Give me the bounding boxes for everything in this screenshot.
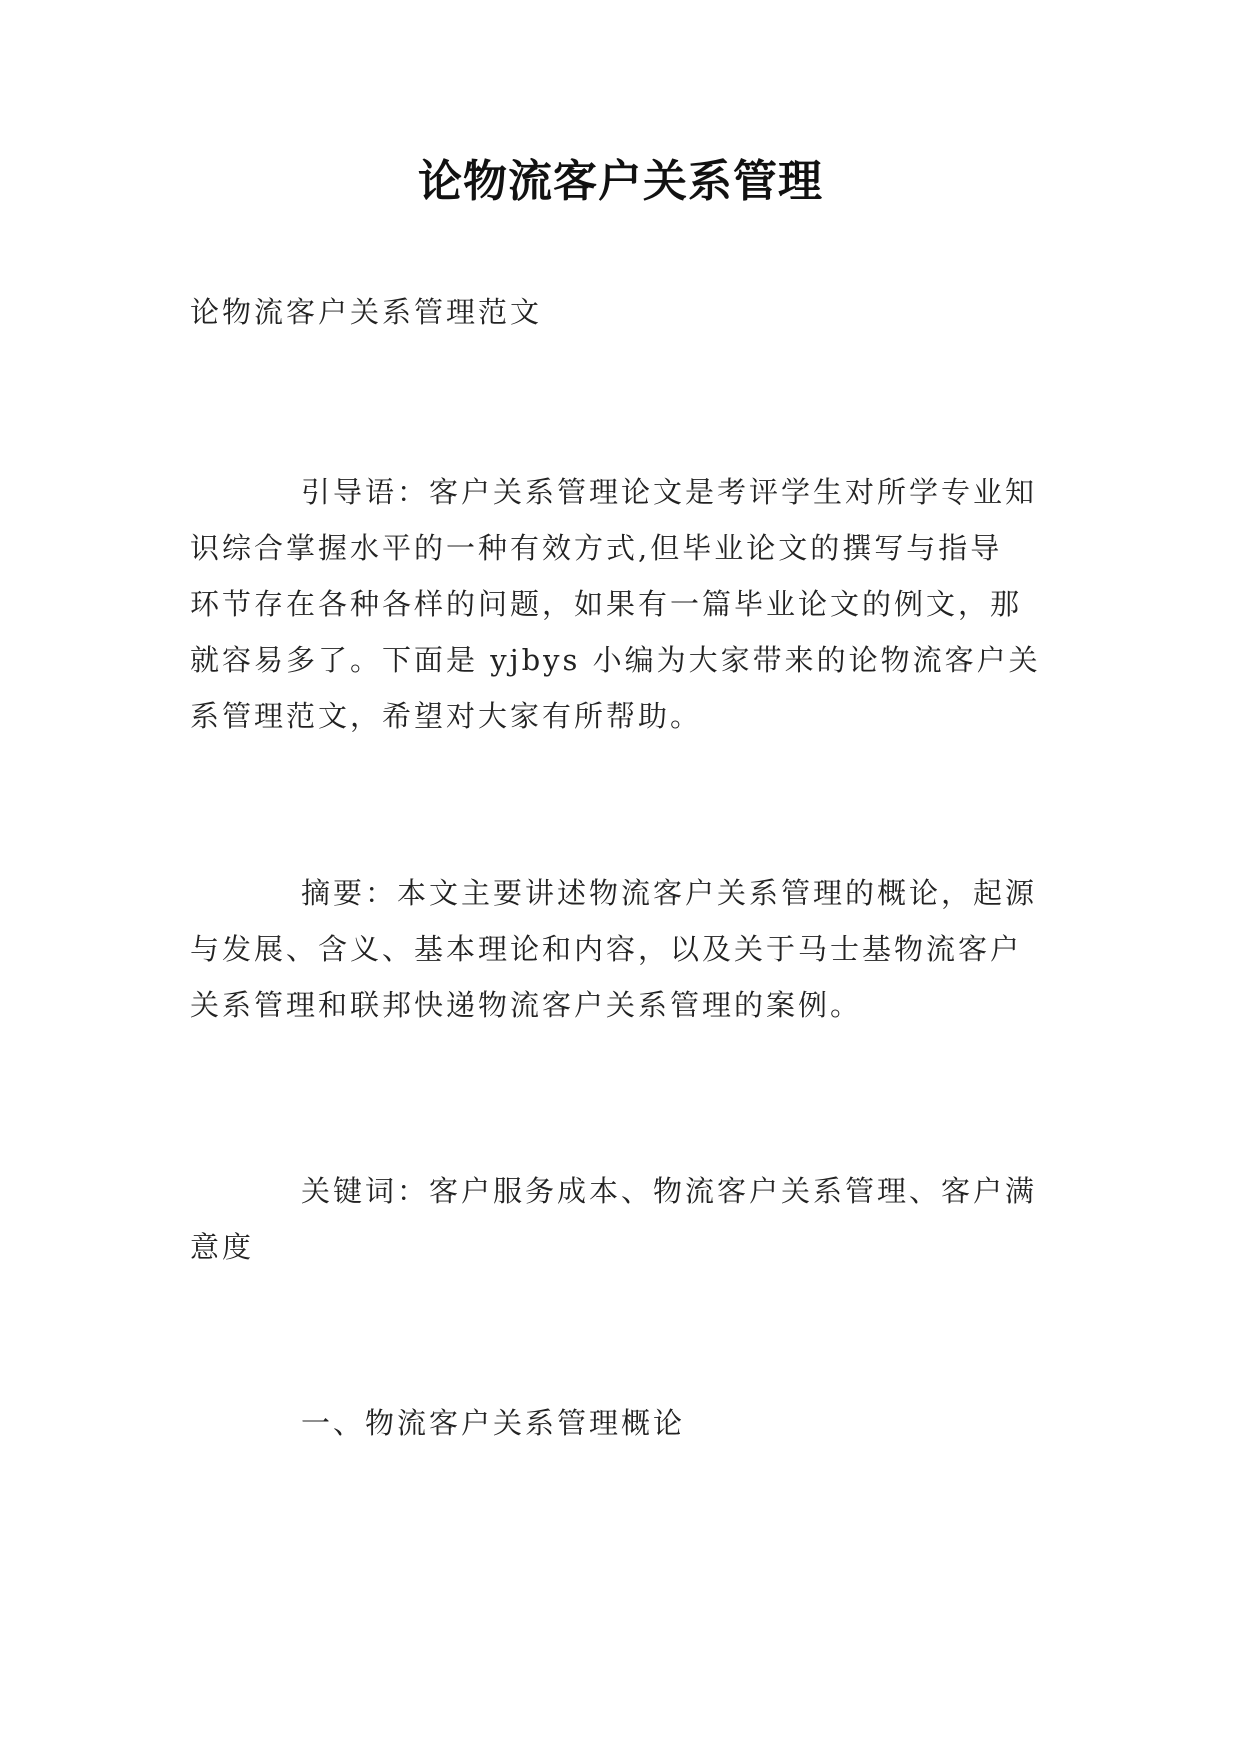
section-heading-text: 一、物流客户关系管理概论 [301, 1406, 686, 1440]
intro-paragraph [190, 464, 1052, 744]
intro-line: 系管理范文，希望对大家有所帮助。 [190, 699, 703, 733]
abstract-line: 与发展、含义、基本理论和内容，以及关于马士基物流客户 [190, 932, 1023, 966]
keywords-line: 意度 [190, 1230, 255, 1264]
intro-line: 引导语：客户关系管理论文是考评学生对所学专业知 [301, 475, 1038, 509]
intro-line: 识综合掌握水平的一种有效方式,但毕业论文的撰写与指导 [190, 531, 1003, 565]
keywords-line: 关键词：客户服务成本、物流客户关系管理、客户满 [301, 1174, 1038, 1208]
abstract-paragraph [190, 865, 1052, 1033]
intro-line: 环节存在各种各样的问题，如果有一篇毕业论文的例文，那 [190, 587, 1023, 621]
document-subtitle: 论物流客户关系管理范文 [190, 295, 543, 329]
abstract-line: 关系管理和联邦快递物流客户关系管理的案例。 [190, 988, 863, 1022]
intro-line: 就容易多了。下面是 yjbys 小编为大家带来的论物流客户关 [190, 643, 1041, 677]
document-title: 论物流客户关系管理 [418, 156, 823, 207]
abstract-line: 摘要：本文主要讲述物流客户关系管理的概论，起源 [301, 876, 1038, 910]
section-heading [190, 1395, 1052, 1451]
keywords-paragraph [190, 1163, 1052, 1275]
